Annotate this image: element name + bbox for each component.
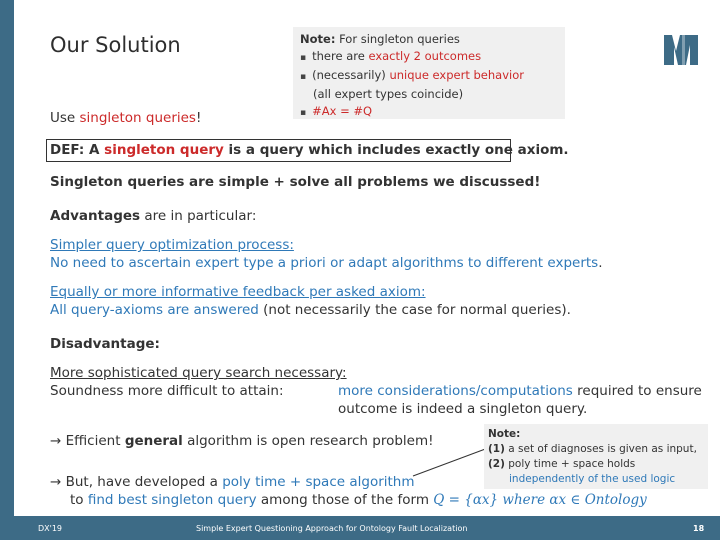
definition-highlight: singleton query [104,142,224,158]
definition-text-end: is a query which includes exactly one axiom. [223,142,569,158]
advantage-2-rest: (not necessarily the case for normal queries). [258,302,571,318]
bullet-icon: ▪ [300,72,307,82]
advantages-text: are in particular: [140,208,257,224]
advantage-1-title: Simpler query optimization process: [50,237,294,253]
conclusion-1-text: Efficient [61,433,125,449]
disadvantage-1-highlight: more considerations/computations [338,383,573,399]
intro-highlight: singleton queries [79,110,196,126]
intro-suffix: ! [195,110,202,126]
slide-title: Our Solution [50,33,181,57]
arrow-right-icon: → [50,474,62,490]
note-2-label: Note: [488,428,521,440]
note-label: Note: [300,32,336,46]
conclusion-1-end: algorithm is open research problem! [182,433,434,449]
note-item-highlight: unique expert behavior [389,68,524,82]
note-item-text: there are [312,49,369,63]
disadvantage-1-rest: required to ensure [572,383,702,399]
disadvantage-1-title: More sophisticated query search necessary: [50,365,347,381]
note-2-line2 [488,457,708,472]
note-item-highlight: #Ax = #Q [312,104,373,118]
note-item-text: (necessarily) [312,68,390,82]
definition-text: A [84,142,105,158]
conclusion-2-line2-pre: to [70,492,88,508]
advantage-2-text: All query-axioms are answered [50,302,259,318]
disadvantage-1-detail: Soundness more difficult to attain: [50,383,284,399]
advantage-1-text: No need to ascertain expert type a priori or adapt algorithms to different experts [50,255,599,271]
bullet-icon: ▪ [300,108,307,118]
note-2-num: (2) [488,458,505,470]
page-number: 18 [693,524,705,533]
conclusion-2-line2-mid: among those of the form [256,492,434,508]
claim-line: Singleton queries are simple + solve all problems we discussed! [50,174,541,190]
arrow-right-icon: → [50,433,62,449]
formula: Q = {αx} where αx ∈ Ontology [433,492,647,508]
note-intro: For singleton queries [335,32,460,46]
footer-bar [0,516,720,540]
note-item-continuation: (all expert types coincide) [313,87,464,101]
note-box-complexity [484,424,708,489]
advantage-2-title: Equally or more informative feedback per asked axiom: [50,284,426,300]
advantages-label: Advantages [50,208,141,224]
intro-text: Use [50,110,80,126]
note-2-line1 [488,442,708,457]
conclusion-2-text: But, have developed a [61,474,223,490]
bullet-icon: ▪ [300,53,307,63]
footer-event: DX'19 [38,524,63,533]
advantage-1-end: . [598,255,603,271]
disadvantages-colon: : [154,336,160,352]
note-2-text: poly time + space holds [504,458,636,470]
disadvantage-1-right-line2: outcome is indeed a singleton query. [338,401,588,417]
definition-label: DEF: [50,142,85,158]
note-item-highlight: exactly 2 outcomes [368,49,482,63]
footer-title: Simple Expert Questioning Approach for Ontology Fault Localization [196,524,468,533]
disadvantages-label: Disadvantage [50,336,155,352]
conclusion-2-highlight: poly time + space algorithm [222,474,415,490]
note-2-line3: independently of the used logic [509,473,676,485]
conclusion-1-bold: general [124,433,183,449]
conclusion-2-line2-highlight: find best singleton query [87,492,257,508]
note-2-num: (1) [488,443,505,455]
note-2-text: a set of diagnoses is given as input, [504,443,697,455]
